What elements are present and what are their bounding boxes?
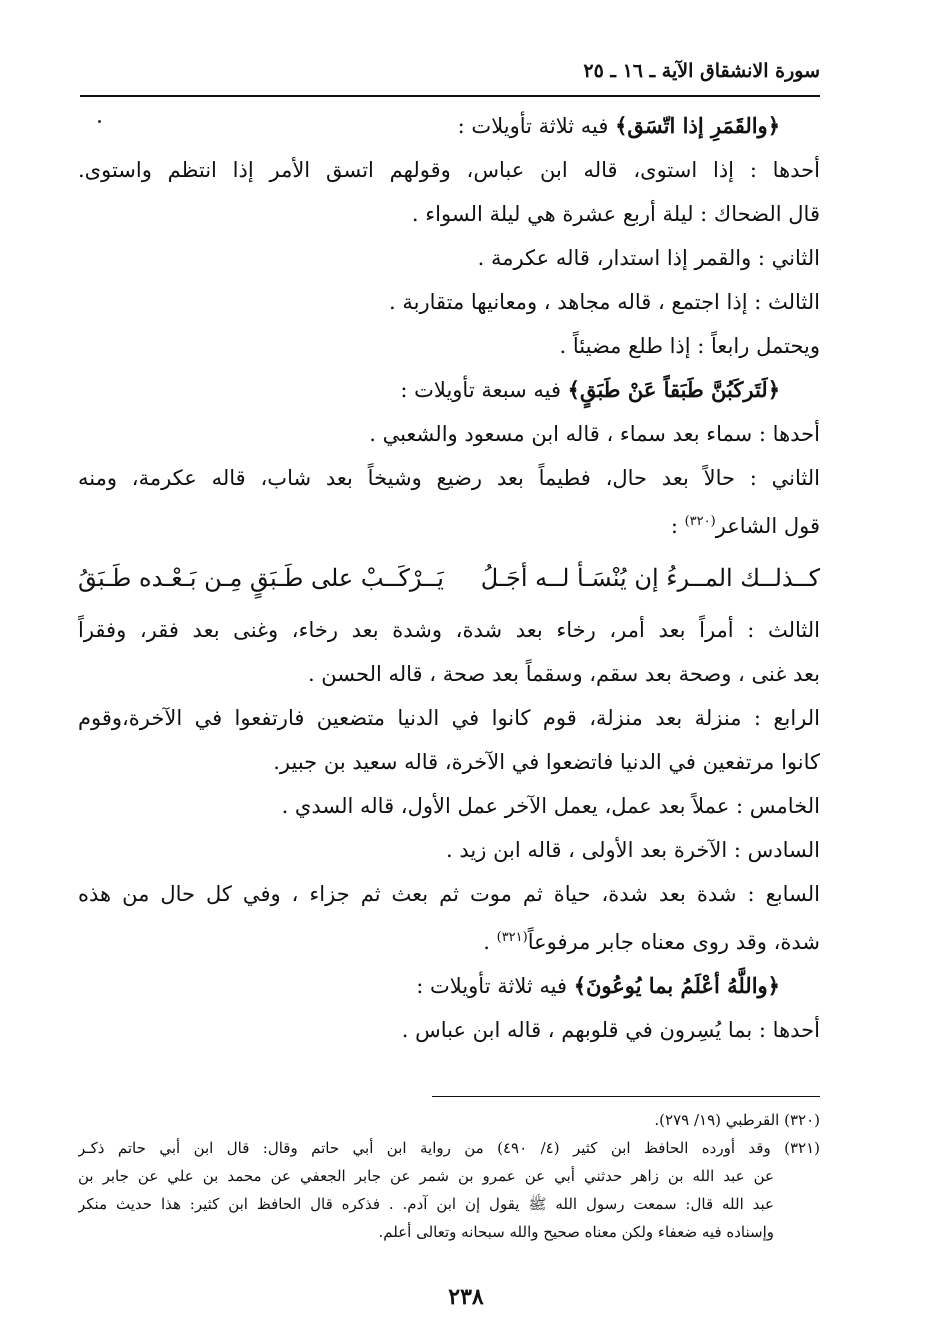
paragraph-line: السادس : الآخرة بعد الأولى ، قاله ابن زيد . — [446, 838, 820, 862]
paragraph-line: كانوا مرتفعين في الدنيا فاتضعوا في الآخرة، قاله سعيد بن جبير. — [273, 750, 820, 774]
paragraph-line: الثالث : إذا اجتمع ، قاله مجاهد ، ومعانيها متقاربة . — [389, 290, 820, 314]
line-text: : — [670, 514, 685, 538]
paragraph-line — [78, 916, 820, 964]
paragraph-line — [78, 964, 820, 1008]
running-header: سورة الانشقاق الآية ـ ١٦ ـ ٢٥ — [583, 60, 820, 82]
footnote-line: عبد الله قال: سمعت رسول الله ﷺ يقول إن ابن آدم. . فذكره قال الحافظ ابن كثير: هذا حديث منكر — [78, 1195, 774, 1213]
footnote-line: وإسناده فيه ضعفاء ولكن معناه صحيح والله سبحانه وتعالى أعلم. — [378, 1223, 774, 1241]
footnote-ref: (٣٢٠) — [684, 514, 716, 529]
footnote-line: عن عبد الله بن زاهر حدثني أبي عن عمرو بن شمر عن جابر الجعفي عن محمد بن علي عن جابر بن — [78, 1167, 774, 1185]
paragraph-line: الثاني : والقمر إذا استدار، قاله عكرمة . — [477, 246, 820, 270]
paragraph-line: ويحتمل رابعاً : إذا طلع مضيئاً . — [559, 334, 820, 358]
quran-verse: ﴿لَتَركَبُنَّ طَبَقاً عَنْ طَبَقٍ﴾ — [567, 377, 780, 402]
paragraph-line: أحدها : سماء بعد سماء ، قاله ابن مسعود والشعبي . — [369, 422, 820, 446]
paragraph-line: قال الضحاك : ليلة أربع عشرة هي ليلة السواء . — [411, 202, 820, 226]
verse-first-hemistich: كــذلــك المــرءُ إن يُنْسَـأ لــه أجَـلُ — [480, 564, 820, 592]
paragraph-line: بعد غنى ، وصحة بعد سقم، وسقماً بعد صحة ، قاله الحسن . — [307, 662, 820, 686]
quran-verse: ﴿واللَّهُ أعْلَمُ بما يُوعُونَ﴾ — [573, 973, 780, 998]
paragraph-line: الثاني : حالاً بعد حال، فطيماً بعد رضيع وشيخاً بعد شاب، قاله عكرمة، ومنه — [78, 466, 820, 490]
paragraph-line — [78, 500, 820, 548]
poetry-verse — [78, 552, 820, 604]
line-text: شدة، وقد روى معناه جابر مرفوعاً — [527, 930, 820, 954]
line-text: فيه ثلاثة تأويلات : — [416, 974, 574, 998]
paragraph-line — [78, 104, 820, 148]
main-text — [78, 104, 820, 1052]
footnote-ref: (٣٢١) — [496, 930, 528, 945]
footnote-line: (٣٢٠) القرطبي (١٩/ ٢٧٩). — [654, 1111, 820, 1129]
footnote-rule — [432, 1096, 820, 1097]
paragraph-line: أحدها : إذا استوى، قاله ابن عباس، وقولهم اتسق الأمر إذا انتظم واستوى. — [78, 158, 820, 182]
footnote-line: (٣٢١) وقد أورده الحافظ ابن كثير (٤/ ٤٩٠) من رواية ابن أبي حاتم وقال: قال ابن أبي حاتم ذكـر — [78, 1139, 820, 1157]
paragraph-line: أحدها : بما يُسِرون في قلوبهم ، قاله ابن عباس . — [401, 1018, 820, 1042]
quran-verse: ﴿والقَمَرِ إذا اتّسَق﴾ — [615, 113, 780, 138]
footnotes — [78, 1106, 820, 1246]
paragraph-line: الثالث : أمراً بعد أمر، رخاء بعد شدة، وشدة بعد رخاء، وغنى بعد فقر، وفقراً — [78, 618, 820, 642]
header-rule — [80, 95, 820, 97]
line-text: فيه سبعة تأويلات : — [400, 378, 568, 402]
line-text: قول الشاعر — [715, 514, 820, 538]
paragraph-line: الرابع : منزلة بعد منزلة، قوم كانوا في الدنيا متضعين فارتفعوا في الآخرة،وقوم — [78, 706, 820, 730]
verse-second-hemistich: يَــرْكَــبْ على طَـبَقٍ مِـن بَـعْـده طَـبَقُ — [78, 564, 444, 592]
line-text: . — [483, 930, 497, 954]
paragraph-line: الخامس : عملاً بعد عمل، يعمل الآخر عمل الأول، قاله السدي . — [281, 794, 820, 818]
line-text: فيه ثلاثة تأويلات : — [457, 114, 616, 138]
paragraph-line — [78, 368, 820, 412]
page-number: ٢٣٨ — [448, 1284, 484, 1310]
paragraph-line: السابع : شدة بعد شدة، حياة ثم موت ثم بعث ثم جزاء ، وفي كل حال من هذه — [78, 882, 820, 906]
